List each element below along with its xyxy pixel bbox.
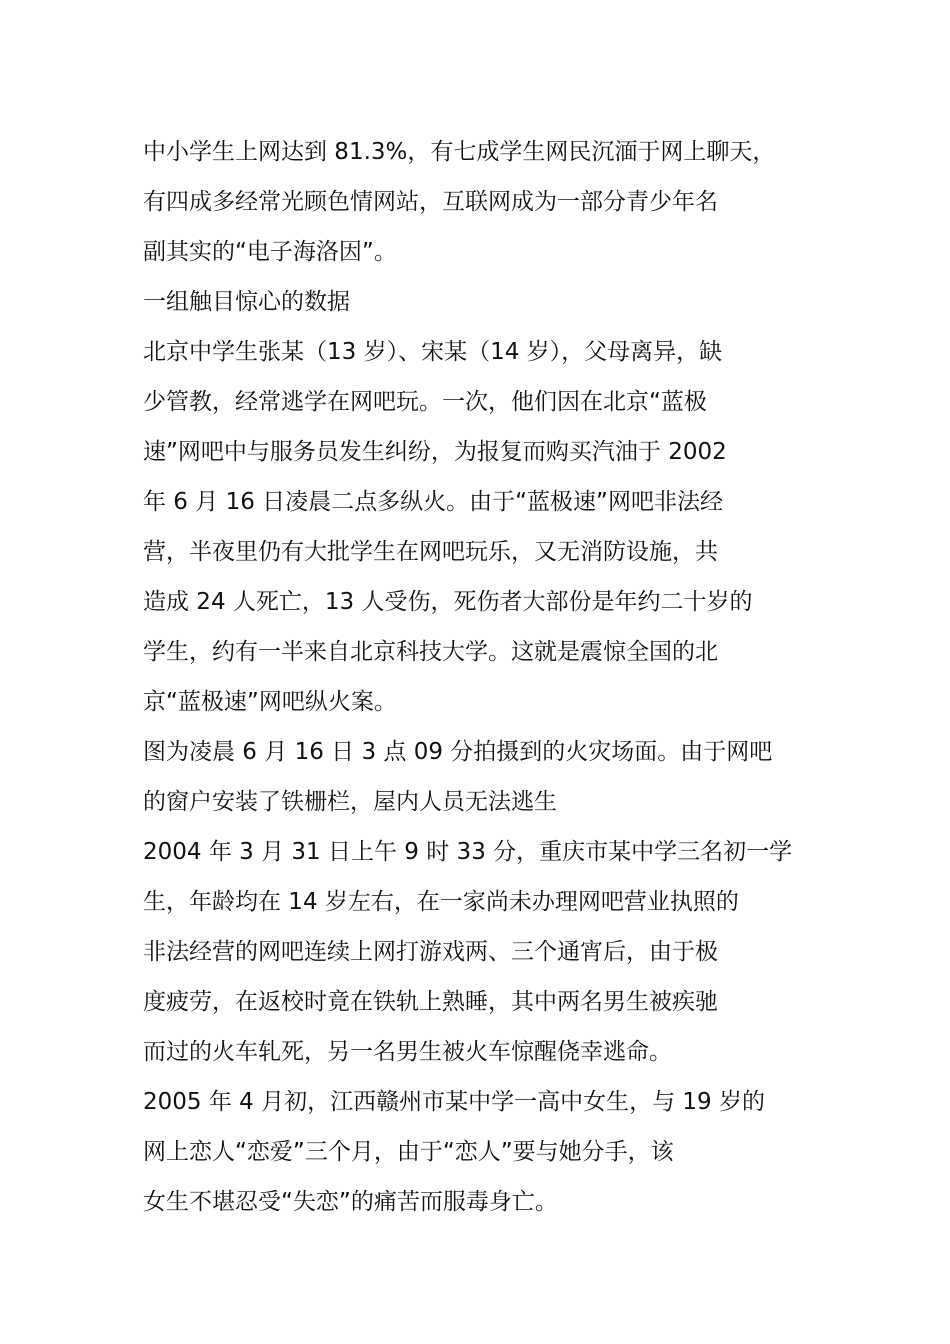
text-line: 速”网吧中与服务员发生纠纷，为报复而购买汽油于 2002 (143, 439, 727, 465)
text-line: 2004 年 3 月 31 日上午 9 时 33 分，重庆市某中学三名初一学 (143, 839, 793, 865)
text-line: 副其实的“电子海洛因”。 (143, 239, 397, 265)
text-line: 中小学生上网达到 81.3%，有七成学生网民沉湎于网上聊天， (143, 139, 776, 165)
text-line: 图为凌晨 6 月 16 日 3 点 09 分拍摄到的火灾场面。由于网吧 (143, 739, 773, 765)
text-line: 少管教，经常逃学在网吧玩。一次，他们因在北京“蓝极 (143, 389, 707, 415)
text-line: 度疲劳，在返校时竟在铁轨上熟睡，其中两名男生被疾驰 (143, 989, 718, 1015)
text-line: 年 6 月 16 日凌晨二点多纵火。由于“蓝极速”网吧非法经 (143, 489, 723, 515)
text-line: 非法经营的网吧连续上网打游戏两、三个通宵后，由于极 (143, 939, 718, 965)
section-heading: 一组触目惊心的数据 (143, 289, 350, 315)
text-line: 2005 年 4 月初，江西赣州市某中学一高中女生，与 19 岁的 (143, 1089, 765, 1115)
document-body (143, 127, 813, 1227)
text-line: 网上恋人“恋爱”三个月，由于“恋人”要与她分手，该 (143, 1139, 674, 1165)
text-line: 女生不堪忍受“失恋”的痛苦而服毒身亡。 (143, 1189, 558, 1215)
text-line: 营，半夜里仍有大批学生在网吧玩乐，又无消防设施，共 (143, 539, 718, 565)
text-line: 生，年龄均在 14 岁左右，在一家尚未办理网吧营业执照的 (143, 889, 739, 915)
text-line: 京“蓝极速”网吧纵火案。 (143, 689, 397, 715)
text-line: 而过的火车轧死，另一名男生被火车惊醒侥幸逃命。 (143, 1039, 672, 1065)
text-line: 造成 24 人死亡，13 人受伤，死伤者大部份是年约二十岁的 (143, 589, 753, 615)
text-line: 的窗户安装了铁栅栏，屋内人员无法逃生 (143, 789, 557, 815)
text-line: 学生，约有一半来自北京科技大学。这就是震惊全国的北 (143, 639, 718, 665)
text-line: 北京中学生张某（13 岁）、宋某（14 岁），父母离异，缺 (143, 339, 723, 365)
text-line: 有四成多经常光顾色情网站，互联网成为一部分青少年名 (143, 189, 718, 215)
